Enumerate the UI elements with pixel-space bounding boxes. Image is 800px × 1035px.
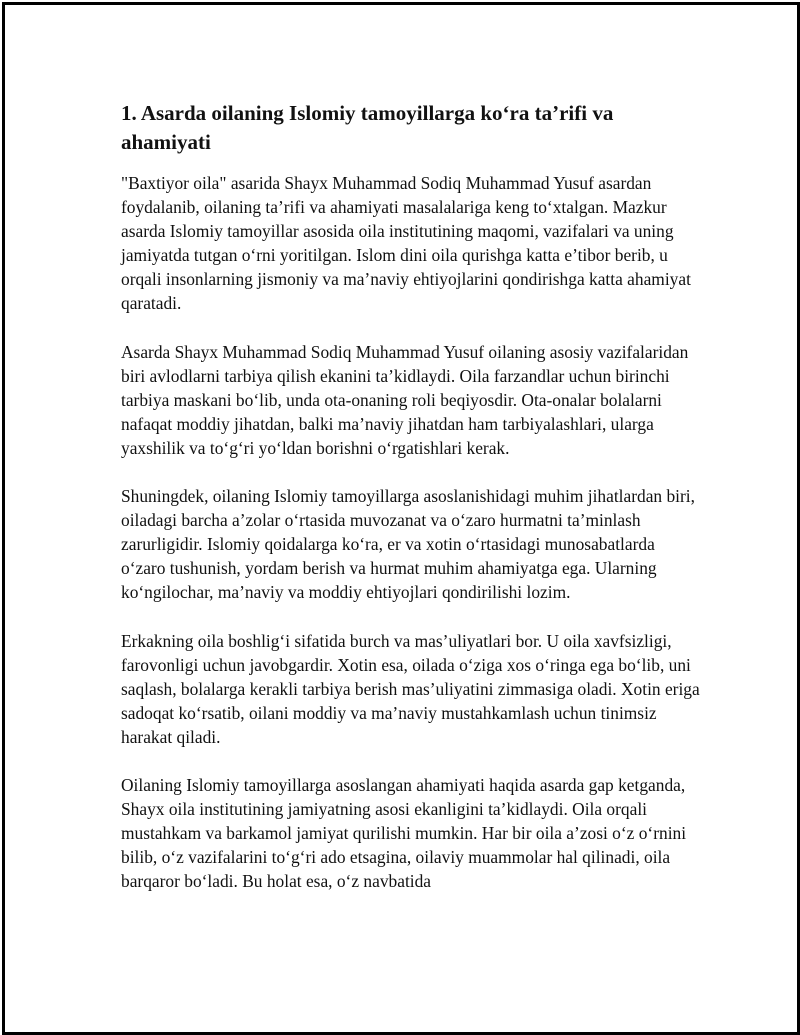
paragraph: "Baxtiyor oila" asarida Shayx Muhammad Sodiq Muhammad Yusuf asardan foydalanib, oilaning ta’rifi va ahamiyati masalalariga keng to‘xtalgan. Mazkur asarda Islomiy tamoyillar asosida oila institutining maqomi, vazifalari va uning jamiyatda tutgan o‘rni yoritilgan. Islom dini oila qurishga katta e’tibor berib, u orqali insonlarning jismoniy va ma’naviy ehtiyojlarini qondirishga katta ahamiyat qaratadi. (121, 173, 691, 314)
paragraph: Erkakning oila boshlig‘i sifatida burch va mas’uliyatlari bor. U oila xavfsizligi, farovonligi uchun javobgardir. Xotin esa, oilada o‘ziga xos o‘ringa ega bo‘lib, uni saqlash, bolalarga kerakli tarbiya berish mas’uliyatini zimmasiga oladi. Xotin eriga sadoqat ko‘rsatib, oilani moddiy va ma’naviy mustahkamlash uchun tinimsiz harakat qiladi. (121, 630, 700, 747)
paragraph: Oilaning Islomiy tamoyillarga asoslangan ahamiyati haqida asarda gap ketganda, Shayx oila institutining jamiyatning asosi ekanligini ta’kidlaydi. Oila orqali mustahkam va barkamol jamiyat qurilishi mumkin. Har bir oila a’zosi o‘z o‘rnini bilib, o‘z vazifalarini to‘g‘ri ado etsagina, oilaviy muammolar hal qilinadi, oila barqaror bo‘ladi. Bu holat esa, o‘z navbatida (121, 774, 687, 892)
paragraph: Asarda Shayx Muhammad Sodiq Muhammad Yusuf oilaning asosiy vazifalaridan biri avlodlarni tarbiya qilish ekanini ta’kidlaydi. Oila farzandlar uchun birinchi tarbiya maskani bo‘lib, unda ota-onaning roli beqiyosdir. Ota-onalar bolalarni nafaqat moddiy jihatdan, balki ma’naviy jihatdan ham tarbiyalashlari, ularga yaxshilik va to‘g‘ri yo‘ldan borishni o‘rgatishlari kerak. (121, 341, 689, 458)
document-body (121, 99, 701, 893)
section-heading: 1. Asarda oilaning Islomiy tamoyillarga ko‘ra ta’rifi va ahamiyati (121, 101, 614, 154)
page-frame (2, 2, 800, 1035)
paragraph: Shuningdek, oilaning Islomiy tamoyillarga asoslanishidagi muhim jihatlardan biri, oiladagi barcha a’zolar o‘rtasida muvozanat va o‘zaro hurmatni ta’minlash zarurligidir. Islomiy qoidalarga ko‘ra, er va xotin o‘rtasidagi munosabatlarda o‘zaro tushunish, yordam berish va hurmat muhim ahamiyatga ega. Ularning ko‘ngilochar, ma’naviy va moddiy ehtiyojlari qondirilishi lozim. (121, 486, 695, 603)
